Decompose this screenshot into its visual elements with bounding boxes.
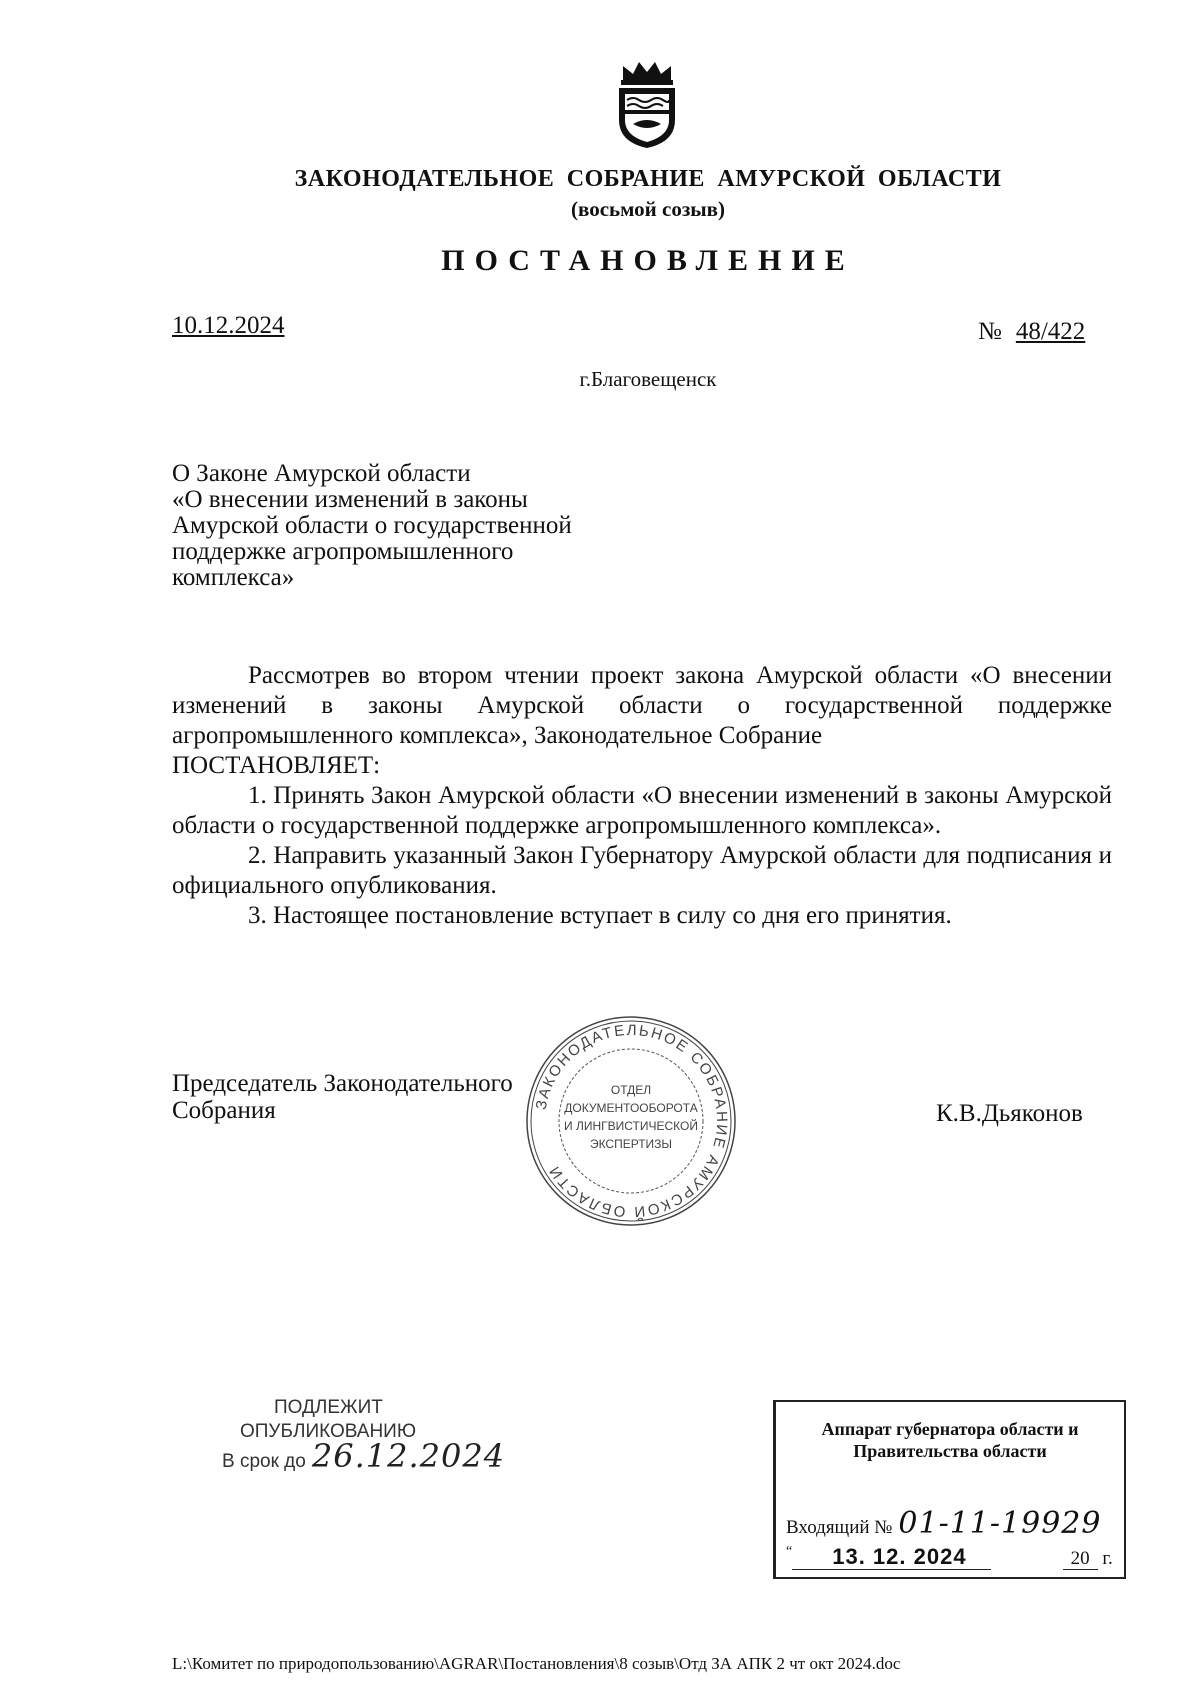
subject-line: поддержке агропромышленного (172, 538, 514, 565)
document-body (172, 661, 1112, 931)
subject-line: О Законе Амурской области (172, 460, 471, 487)
registration-heading (776, 1418, 1124, 1462)
file-path-footer: L:\Комитет по природопользованию\AGRAR\Постановления\8 созыв\Отд ЗА АПК 2 чт окт 2024.doc (172, 1654, 901, 1673)
handwritten-incoming-number: 01-11-19929 (898, 1506, 1102, 1541)
stamp-center-line: ЭКСПЕРТИЗЫ (589, 1137, 673, 1151)
registration-heading-line: Аппарат губернатора области и (821, 1419, 1079, 1439)
deadline-label: В срок до (222, 1451, 306, 1472)
year-suffix: г. (1102, 1548, 1113, 1569)
document-date: 10.12.2024 (172, 312, 285, 339)
publication-stamp (222, 1396, 505, 1474)
stamp-ring-text: ЗАКОНОДАТЕЛЬНОЕ СОБРАНИЕ АМУРСКОЙ ОБЛАСТИ (532, 1021, 731, 1221)
publication-line: ПОДЛЕЖИТ (274, 1397, 383, 1418)
signatory-title-line: Собрания (172, 1097, 276, 1124)
resolution-item: 1. Принять Закон Амурской области «О внесении изменений в законы Амурской области о государственной поддержке агропромышленного комплекса». (172, 782, 1112, 839)
registration-stamp (773, 1400, 1126, 1579)
incoming-label: Входящий № (786, 1517, 893, 1538)
stamp-center-line: ОТДЕЛ (610, 1083, 652, 1097)
city: г.Благовещенск (579, 367, 717, 391)
resolves-heading: ПОСТАНОВЛЯЕТ: (172, 752, 381, 779)
publication-line: ОПУБЛИКОВАНИЮ (240, 1421, 417, 1442)
date-quote: “ (786, 1544, 793, 1559)
stamp-center-line: И ЛИНГВИСТИЧЕСКОЙ (564, 1119, 698, 1133)
signatory-name: К.В.Дьяконов (936, 1100, 1083, 1127)
resolution-item: 3. Настоящее постановление вступает в силу со дня его принятия. (248, 902, 952, 929)
document-number (978, 318, 1085, 346)
incoming-number (786, 1506, 1101, 1541)
signatory-title-line: Председатель Законодательного (172, 1070, 513, 1097)
incoming-date (786, 1544, 1116, 1570)
preamble-paragraph: Рассмотрев во втором чтении проект закона Амурской области «О внесении изменений в законы Амурской области о государственной поддержке агропромышленного комплекса», Законодательное Собрание (172, 662, 1112, 749)
subject-line: Амурской области о государственной (172, 512, 572, 539)
document-type-title: ПОСТАНОВЛЕНИЕ (441, 244, 855, 277)
document-subject (172, 461, 692, 591)
publication-deadline (222, 1437, 506, 1475)
incoming-date-value: 13. 12. 2024 (792, 1544, 990, 1570)
convocation: (восьмой созыв) (571, 197, 725, 221)
organization-name: ЗАКОНОДАТЕЛЬНОЕ СОБРАНИЕ АМУРСКОЙ ОБЛАСТИ (294, 166, 1002, 192)
year-value: 20 (1063, 1548, 1098, 1570)
coat-of-arms-icon (609, 58, 685, 150)
stamp-center-line: ДОКУМЕНТООБОРОТА (564, 1101, 698, 1115)
handwritten-deadline-date: 26.12.2024 (311, 1437, 506, 1475)
subject-line: «О внесении изменений в законы (172, 486, 528, 513)
resolution-item: 2. Направить указанный Закон Губернатору Амурской области для подписания и официального опубликования. (172, 842, 1112, 899)
registration-heading-line: Правительства области (853, 1441, 1047, 1461)
number-sign: № (978, 318, 1002, 345)
official-seal-stamp (522, 1012, 740, 1230)
subject-line: комплекса» (172, 564, 295, 591)
number-value: 48/422 (1015, 318, 1086, 345)
signatory-title (172, 1070, 513, 1124)
